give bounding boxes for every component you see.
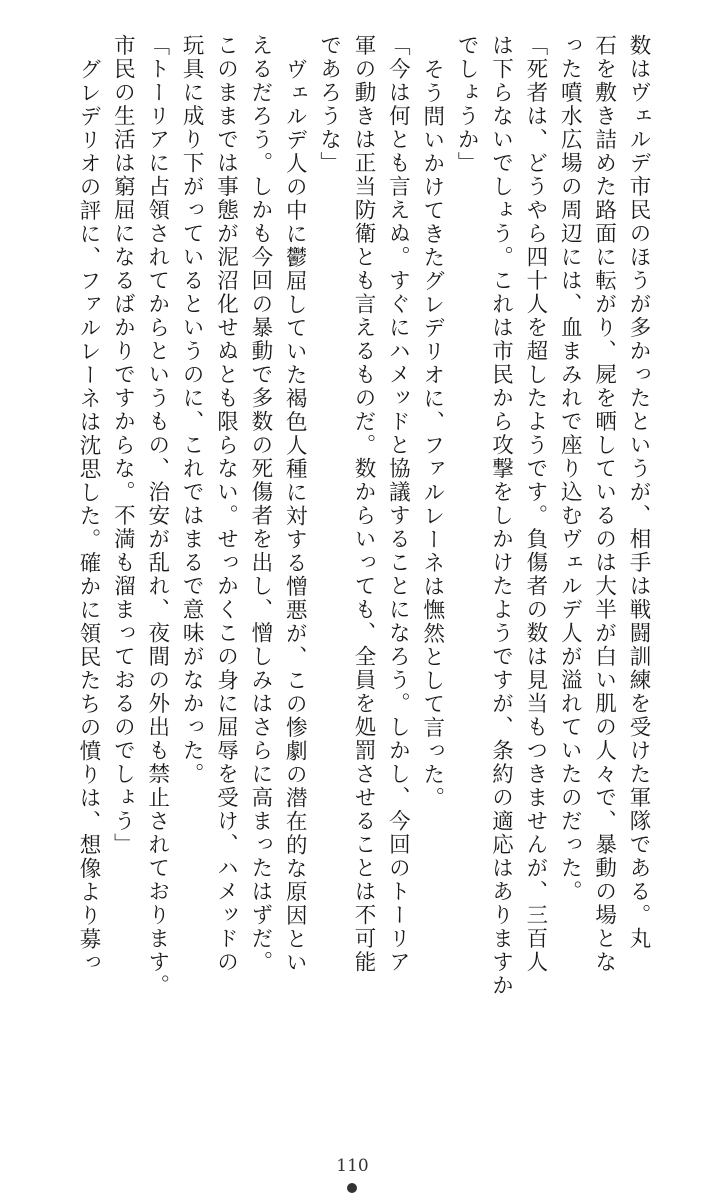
text-line: 玩具に成り下がっているというのに、これではまるで意味がなかった。 [179,34,205,786]
text-line: ヴェルデ人の中に鬱屈していた褐色人種に対する憎悪が、この惨劇の潜在的な原因とい [282,57,308,974]
text-line: であろうな」 [316,34,342,175]
text-line: は下らないでしょう。これは市民から攻撃をしかけたようですが、条約の適応はありますか [488,34,514,998]
text-line: 石を敷き詰めた路面に転がり、屍を晒しているのは大半が白い肌の人々で、暴動の場とな [591,34,617,974]
text-line: 市民の生活は窮屈になるばかりですからな。不満も溜まっておるのでしょう」 [110,34,136,857]
text-line: グレデリオの評に、ファルレーネは沈思した。確かに領民たちの憤りは、想像より募っ [76,57,101,974]
text-line: えるだろう。しかも今回の暴動で多数の死傷者を出し、憎しみはさらに高まったはずだ。 [247,34,273,974]
text-line: でしょうか」 [454,34,480,175]
vertical-text-body [73,34,653,998]
text-line: った噴水広場の周辺には、血まみれで座り込むヴェルデ人が溢れていたのだった。 [557,34,583,904]
text-line: 「今は何とも言えぬ。すぐにハメッドと協議することになろう。しかし、今回のトーリア [385,34,411,974]
text-line: 「トーリアに占領されてからというもの、治安が乱れ、夜間の外出も禁止されております。 [144,34,170,998]
text-line: 数はヴェルデ市民のほうが多かったというが、相手は戦闘訓練を受けた軍隊である。丸 [626,34,651,951]
page-number: 110 [336,1156,369,1176]
text-line: このままでは事態が泥沼化せぬとも限らない。せっかくこの身に屈辱を受け、ハメッドの [213,34,239,974]
text-line: 軍の動きは正当防衛とも言えるものだ。数からいっても、全員を処罰させることは不可能 [351,34,376,974]
text-line: そう問いかけてきたグレデリオに、ファルレーネは憮然として言った。 [419,57,445,810]
text-line: 「死者は、どうやら四十人を超したようです。負傷者の数は見当もつきませんが、三百人 [522,34,548,974]
page-marker-dot [347,1183,357,1193]
